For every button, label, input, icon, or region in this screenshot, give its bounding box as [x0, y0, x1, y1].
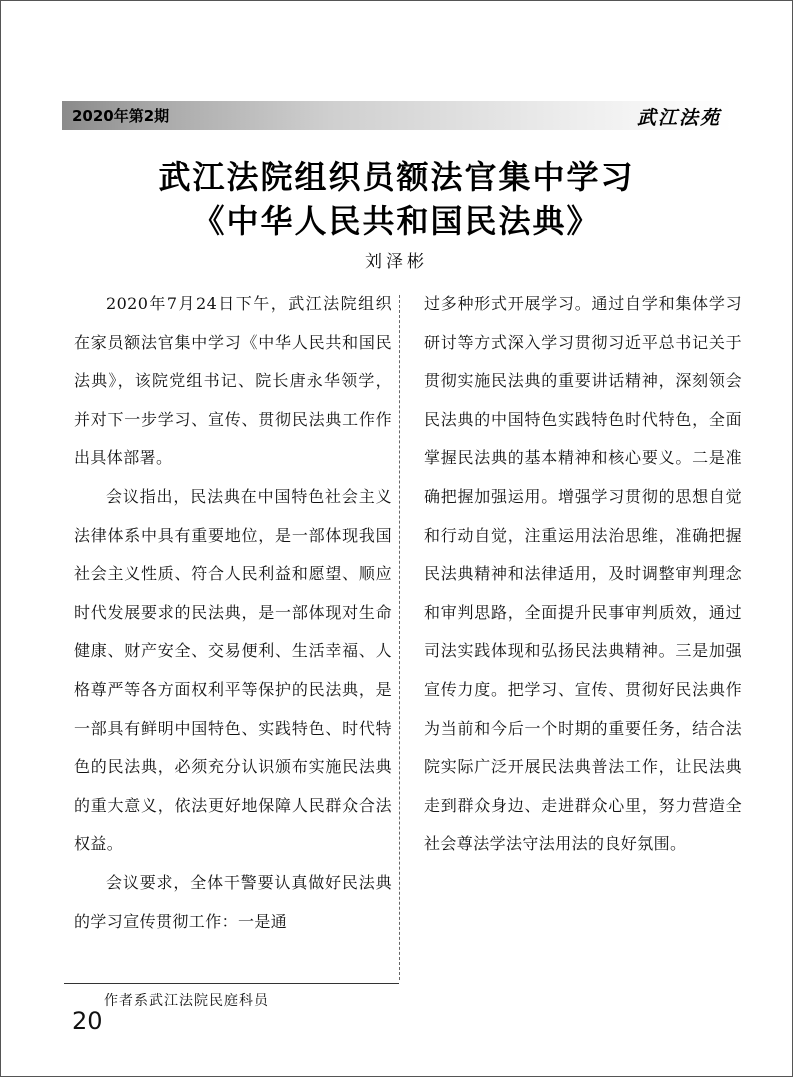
paragraph: 会议要求，全体干警要认真做好民法典的学习宣传贯彻工作：一是通 — [74, 872, 392, 931]
column-divider — [399, 295, 400, 980]
paragraph: 2020年7月24日下午，武江法院组织在家员额法官集中学习《中华人民共和国民法典》，该院党组书记、院长唐永华领学，并对下一步学习、宣传、贯彻民法典工作作出具体部署。 — [74, 294, 392, 468]
left-column — [74, 285, 392, 941]
paragraph: 会议指出，民法典在中国特色社会主义法律体系中具有重要地位，是一部体现我国社会主义性质、符合人民利益和愿望、顺应时代发展要求的民法典，是一部体现对生命健康、财产安全、交易便利、生活幸福、人格尊严等各方面权利平等保护的民法典，是一部具有鲜明中国特色、实践特色、时代特色的民法典，必须充分认识颁布实施民法典的重大意义，依法更好地保障人民群众合法权益。 — [74, 486, 392, 854]
article-author: 刘泽彬 — [365, 252, 428, 272]
author-footnote: 作者系武江法院民庭科员 — [104, 993, 269, 1009]
footnote-rule — [64, 983, 399, 984]
journal-name: 武江法苑 — [636, 107, 721, 129]
paragraph: 过多种形式开展学习。通过自学和集体学习研讨等方式深入学习贯彻习近平总书记关于贯彻实施民法典的重要讲话精神，深刻领会民法典的中国特色实践特色时代特色，全面掌握民法典的基本精神和核心要义。二是准确把握加强运用。增强学习贯彻的思想自觉和行动自觉，注重运用法治思维，准确把握民法典精神和法律适用，及时调整审判理念和审判思路，全面提升民事审判质效，通过司法实践体现和弘扬民法典精神。三是加强宣传力度。把学习、宣传、贯彻好民法典作为当前和今后一个时期的重要任务，结合法院实际广泛开展民法典普法工作，让民法典走到群众身边、走进群众心里，努力营造全社会尊法学法守法用法的良好氛围。 — [424, 294, 742, 854]
article-title-line-1: 武江法院组织员额法官集中学习 — [158, 158, 635, 196]
issue-label: 2020年第2期 — [72, 107, 170, 125]
page-number: 20 — [72, 1007, 103, 1035]
article-title-line-2: 《中华人民共和国民法典》 — [192, 202, 601, 240]
right-column — [424, 285, 742, 864]
